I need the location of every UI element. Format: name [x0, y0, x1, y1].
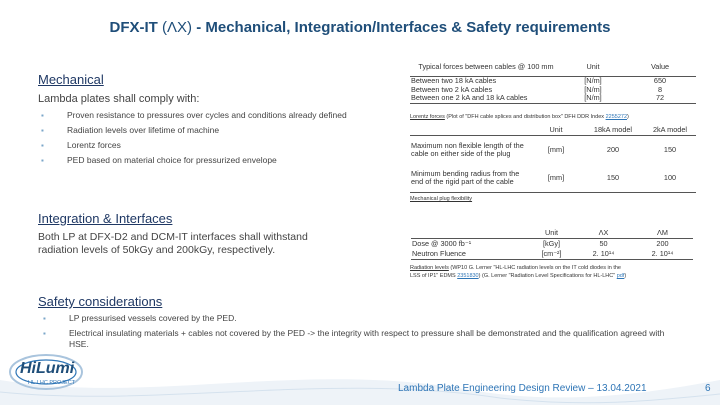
table-header-cell: Unit — [545, 228, 558, 238]
forces-note — [410, 114, 629, 120]
table-cell: 100 — [644, 164, 696, 193]
table-header-row — [410, 125, 696, 136]
mechanical-intro: Lambda plates shall comply with: — [38, 93, 200, 105]
radiation-note — [410, 264, 626, 280]
table-header-cell: 2kA model — [644, 125, 696, 136]
table-cell: 50 — [575, 239, 632, 250]
table-cell: 72 — [624, 94, 696, 103]
table-cell: [kGy] — [528, 239, 575, 250]
table-header-cell: Unit — [530, 125, 582, 136]
table-header-cell: 18kA model — [582, 125, 644, 136]
safety-heading: Safety considerations — [38, 294, 163, 309]
table-cell: Between two 2 kA cables — [411, 84, 493, 94]
table-cell: 2. 10¹⁴ — [575, 249, 632, 260]
table-row — [410, 164, 696, 193]
radiation-note-link1[interactable]: 2351830 — [457, 273, 479, 279]
table-header-cell: ΛX — [598, 228, 609, 238]
table-row — [411, 249, 693, 260]
table-cell: 650 — [653, 76, 667, 85]
forces-table — [410, 58, 696, 104]
page-title — [0, 19, 720, 36]
mechanical-bullet: ▪ Lorentz forces — [36, 140, 386, 151]
table-row — [410, 94, 696, 103]
table-cell: 2. 10¹⁴ — [632, 249, 693, 260]
table-cell: [N/m] — [584, 84, 602, 94]
table-cell: Dose @ 3000 fb⁻¹ — [411, 239, 528, 250]
title-main: DFX-IT — [109, 19, 158, 36]
table-cell: [N/m] — [584, 76, 602, 85]
table-header-cell — [410, 125, 530, 136]
table-header-cell: ΛM — [657, 228, 668, 238]
table-cell: 150 — [582, 164, 644, 193]
table-header-cell: Typical forces between cables @ 100 mm — [410, 58, 562, 77]
table-cell: Between one 2 kA and 18 kA cables — [410, 94, 562, 103]
radiation-note-end: ) — [624, 273, 627, 279]
table-row — [410, 136, 696, 165]
radiation-note-text2: LSS of IP1" EDMS — [410, 273, 456, 279]
radiation-note-text1: (WP10 G. Lerner "HL-LHC radiation levels on the IT cold diodes in the — [450, 265, 621, 271]
mechanical-heading: Mechanical — [38, 72, 104, 87]
mechanical-bullet: ▪ Proven resistance to pressures over cycles and conditions already defined — [36, 110, 386, 121]
table-header-cell: Value — [624, 58, 696, 77]
table-cell: 200 — [606, 144, 620, 154]
safety-bullet: ▪ Electrical insulating materials + cables not covered by the PED -> the integrity with respect to pressure shall be demonstrated and the qualification agreed with HSE. — [38, 328, 678, 350]
radiation-note-line1 — [410, 264, 626, 272]
mechanical-bullet: ▪ Radiation levels over lifetime of machine — [36, 125, 386, 136]
table-cell: Neutron Fluence — [411, 249, 528, 260]
table-cell: Between two 18 kA cables — [411, 76, 497, 85]
mechanical-bullet-list — [36, 110, 386, 170]
logo-text: HiLumi — [20, 360, 75, 377]
title-paren: (ΛX) — [162, 19, 193, 36]
table-cell: 8 — [657, 84, 663, 94]
safety-bullet-list — [38, 313, 678, 354]
integration-heading: Integration & Interfaces — [38, 211, 173, 226]
plug-note — [410, 196, 472, 202]
table-header-cell: Unit — [562, 58, 624, 77]
table-cell: Minimum bending radius from the end of the rigid part of the cable — [410, 164, 530, 193]
table-cell: 200 — [632, 239, 693, 250]
bottom-wave-decoration — [0, 350, 720, 405]
radiation-note-link2[interactable]: pdf — [616, 273, 625, 279]
table-header-cell — [411, 229, 528, 239]
table-cell: [mm] — [547, 144, 565, 154]
mechanical-bullet: ▪ PED based on material choice for pressurized envelope — [36, 155, 386, 166]
forces-note-text: (Plot of "DFH cable splices and distribution box" DFH DDR Index — [446, 114, 605, 120]
table-cell: [cm⁻²] — [528, 249, 575, 260]
table-cell: Maximum non flexible length of the cable on either side of the plug — [411, 140, 524, 158]
radiation-note-mid: ) (G. Lerner "Radiation Level Specifications for HL-LHC" — [478, 273, 616, 279]
safety-bullet: ▪ LP pressurised vessels covered by the PED. — [38, 313, 678, 324]
radiation-table — [411, 229, 693, 260]
radiation-note-label: Radiation levels — [410, 265, 449, 271]
table-header-row — [410, 58, 696, 77]
logo-subtext: HL-LHC PROJECT — [28, 380, 76, 386]
title-rest: - Mechanical, Integration/Interfaces & Safety requirements — [196, 19, 611, 36]
table-cell: [N/m] — [562, 94, 624, 103]
table-header-row — [411, 229, 693, 239]
footer-text: Lambda Plate Engineering Design Review – 13.04.2021 — [398, 383, 647, 394]
radiation-note-line2 — [410, 272, 626, 280]
hilumi-logo — [6, 350, 88, 398]
plug-table — [410, 125, 696, 193]
forces-note-end: ) — [627, 114, 629, 120]
plug-note-label: Mechanical plug flexibility — [410, 196, 473, 202]
integration-text: Both LP at DFX-D2 and DCM-IT interfaces shall withstand radiation levels of 50kGy and 200kGy, respectively. — [38, 231, 308, 256]
forces-note-label: Lorentz forces — [410, 114, 445, 120]
forces-note-link[interactable]: 2255272 — [605, 114, 628, 120]
table-cell: 150 — [663, 144, 677, 154]
table-row — [411, 239, 693, 250]
table-cell: [mm] — [530, 164, 582, 193]
page-number: 6 — [705, 383, 711, 394]
